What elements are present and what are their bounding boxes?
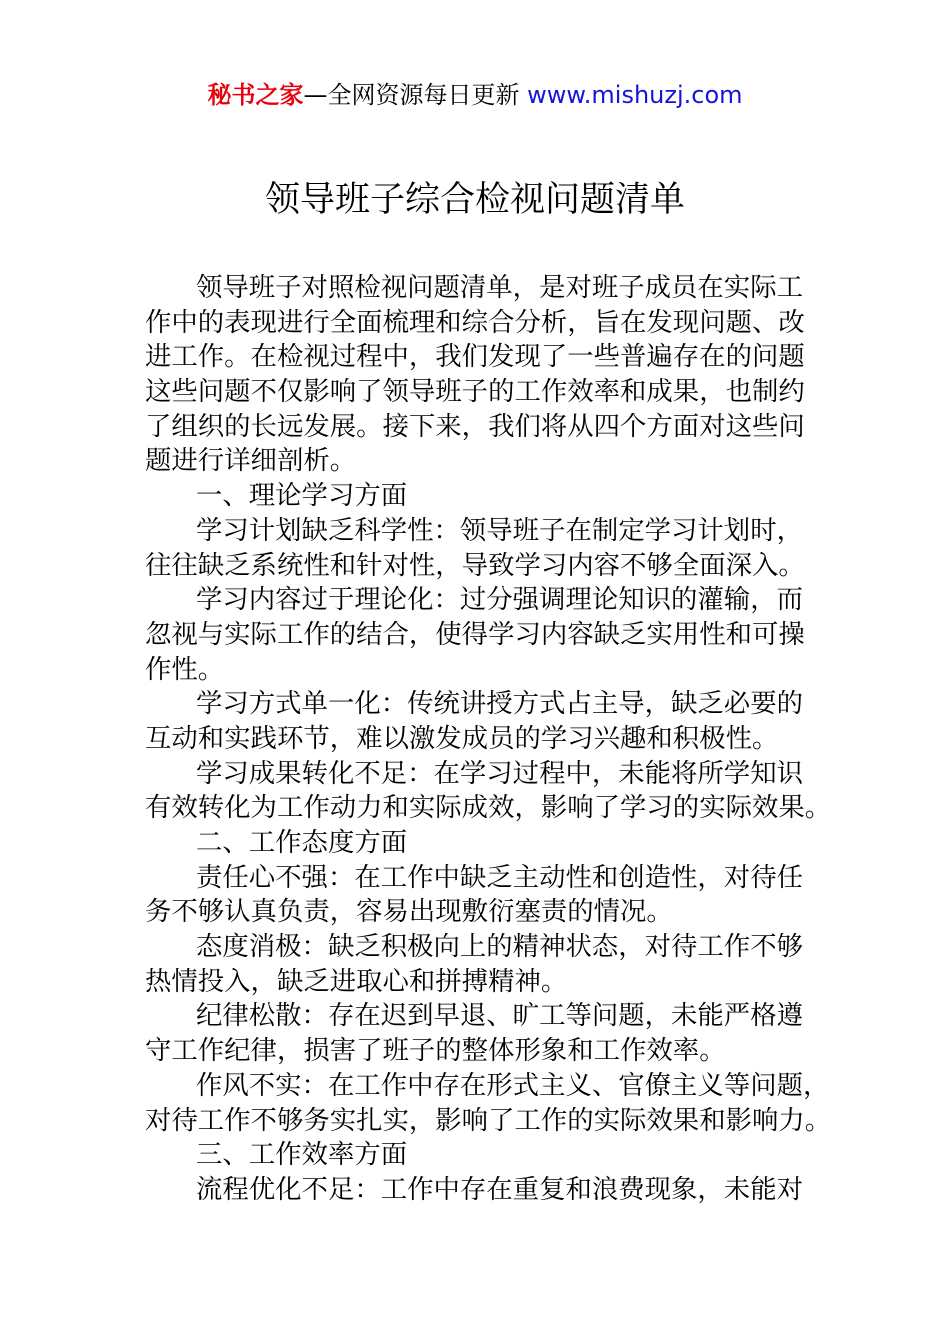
site-header [0, 80, 950, 110]
paragraph-line: 忽视与实际工作的结合，使得学习内容缺乏实用性和可操 [145, 618, 805, 650]
section-heading: 三、工作效率方面 [196, 1139, 408, 1171]
section-heading-theory-study [145, 479, 845, 514]
paragraph-line: 了组织的长远发展。接下来，我们将从四个方面对这些问 [145, 410, 805, 442]
paragraph-discipline [145, 999, 845, 1068]
document-body [145, 271, 845, 1208]
paragraph-line: 作性。 [145, 653, 225, 685]
paragraph-line: 进工作。在检视过程中，我们发现了一些普遍存在的问题 [145, 341, 805, 373]
paragraph-line: 守工作纪律，损害了班子的整体形象和工作效率。 [145, 1035, 726, 1067]
paragraph-intro [145, 271, 845, 479]
paragraph-line: 态度消极：缺乏积极向上的精神状态，对待工作不够 [196, 931, 803, 963]
paragraph-responsibility [145, 861, 845, 930]
section-heading-work-attitude [145, 826, 845, 861]
paragraph-line: 责任心不强：在工作中缺乏主动性和创造性，对待任 [196, 861, 803, 893]
paragraph-line: 对待工作不够务实扎实，影响了工作的实际效果和影响力。 [145, 1104, 832, 1136]
paragraph-line: 热情投入，缺乏进取心和拼搏精神。 [145, 965, 568, 997]
paragraph-line: 纪律松散：存在迟到早退、旷工等问题，未能严格遵 [196, 1000, 803, 1032]
section-heading: 一、理论学习方面 [196, 480, 408, 512]
paragraph-line: 题进行详细剖析。 [145, 445, 357, 477]
paragraph-work-style [145, 1069, 845, 1138]
paragraph-line: 学习内容过于理论化：过分强调理论知识的灌输，而 [196, 584, 803, 616]
paragraph-study-results [145, 757, 845, 826]
site-brand: 秘书之家 [207, 81, 304, 109]
document-title: 领导班子综合检视问题清单 [264, 180, 685, 220]
paragraph-process-optimization [145, 1173, 845, 1208]
section-heading-work-efficiency [145, 1138, 845, 1173]
paragraph-study-plan [145, 514, 845, 583]
paragraph-line: 有效转化为工作动力和实际成效，影响了学习的实际效果。 [145, 792, 832, 824]
paragraph-negative-attitude [145, 930, 845, 999]
paragraph-line: 学习计划缺乏科学性：领导班子在制定学习计划时， [196, 514, 803, 546]
paragraph-line: 这些问题不仅影响了领导班子的工作效率和成果，也制约 [145, 376, 805, 408]
paragraph-line: 流程优化不足：工作中存在重复和浪费现象，未能对 [196, 1173, 803, 1205]
paragraph-study-content [145, 583, 845, 687]
paragraph-line: 作风不实：在工作中存在形式主义、官僚主义等问题， [196, 1069, 830, 1101]
paragraph-line: 务不够认真负责，容易出现敷衍塞责的情况。 [145, 896, 673, 928]
paragraph-line: 往往缺乏系统性和针对性，导致学习内容不够全面深入。 [145, 549, 805, 581]
paragraph-line: 作中的表现进行全面梳理和综合分析，旨在发现问题、改 [145, 306, 805, 338]
site-url-link[interactable]: www.mishuzj.com [527, 81, 743, 109]
paragraph-line: 领导班子对照检视问题清单，是对班子成员在实际工 [196, 272, 803, 303]
paragraph-line: 互动和实践环节，难以激发成员的学习兴趣和积极性。 [145, 722, 779, 754]
paragraph-study-method [145, 687, 845, 756]
paragraph-line: 学习成果转化不足：在学习过程中，未能将所学知识 [196, 757, 803, 789]
site-tagline: —全网资源每日更新 [303, 81, 528, 109]
section-heading: 二、工作态度方面 [196, 827, 408, 858]
paragraph-line: 学习方式单一化：传统讲授方式占主导，缺乏必要的 [196, 688, 803, 720]
